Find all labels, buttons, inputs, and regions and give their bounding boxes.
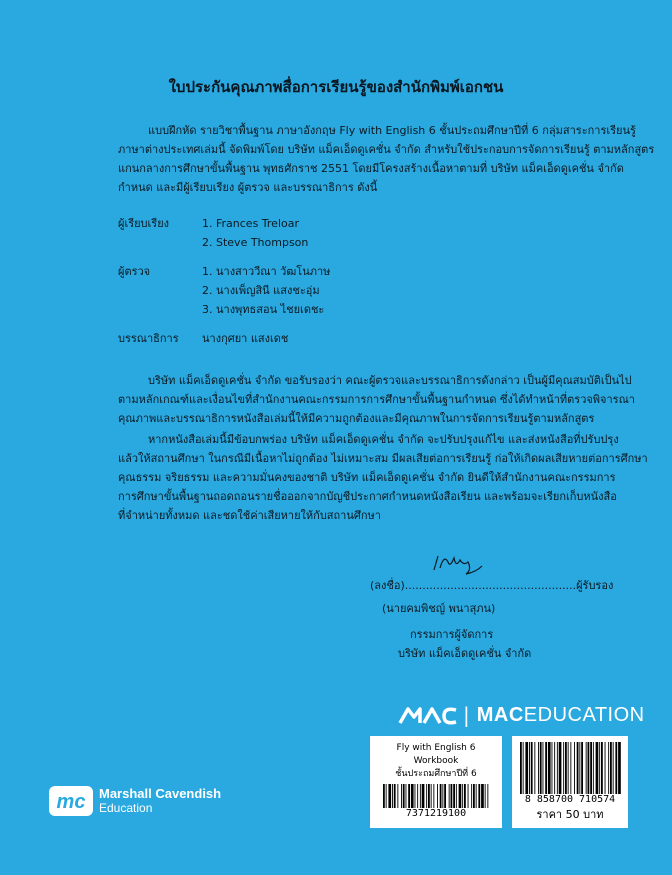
mac-education-logo: | MACEDUCATION — [398, 703, 645, 727]
intro-line: กำหนด และมีผู้เรียบเรียง ผู้ตรวจ และบรรณาธิการ ดังนี้ — [118, 181, 378, 194]
mac-logo-mark-icon — [398, 705, 460, 725]
mc-badge-icon — [49, 786, 93, 816]
editor-row — [118, 329, 330, 348]
signer-company: บริษัท แม็คเอ็ดดูเคชั่น จำกัด — [398, 647, 532, 660]
defect-paragraph — [118, 430, 648, 525]
reviewer-name: 3. นางพุทธสอน ไชยเดชะ — [202, 303, 325, 316]
certification-paragraph — [118, 371, 635, 428]
mc-badge-text: mc — [56, 791, 86, 813]
book-code-barcode — [381, 784, 491, 808]
intro-paragraph — [118, 121, 655, 197]
signature-line: (ลงชื่อ).................................................ผู้รับรอง — [370, 579, 614, 592]
reviewers-row — [118, 262, 330, 319]
book-info-box — [370, 736, 502, 828]
defect-line: แล้วให้สถานศึกษา ในกรณีมีเนื้อหาไม่ถูกต้อง ไม่เหมาะสม มีผลเสียต่อการเรียนรู้ ก่อให้เกิดผลเสียหายต่อการศึกษา — [118, 452, 648, 465]
signer-name: (นายคมพิชญ์ พนาสุภน) — [382, 602, 496, 615]
reviewer-name: 1. นางสาววีณา วัฒโนภาษ — [202, 265, 331, 278]
cert-line: ตามหลักเกณฑ์และเงื่อนไขที่สำนักงานคณะกรรมการการศึกษาขั้นพื้นฐานกำหนด ซึ่งได้ทำหน้าที่ตรวจพิจารณา — [118, 393, 635, 406]
signer-role: กรรมการผู้จัดการ — [410, 628, 494, 641]
authors-row — [118, 214, 330, 252]
defect-line: ที่จำหน่ายทั้งหมด และชดใช้ค่าเสียหายให้กับสถานศึกษา — [118, 509, 381, 522]
authors-label: ผู้เรียบเรียง — [118, 217, 170, 230]
credits-list — [118, 214, 330, 348]
cert-line: บริษัท แม็คเอ็ดดูเคชั่น จำกัด ขอรับรองว่า คณะผู้ตรวจและบรรณาธิการดังกล่าว เป็นผู้มีคุณสมบัติเป็นไป — [148, 374, 632, 387]
intro-line: แกนกลางการศึกษาขั้นพื้นฐาน พุทธศักราช 2551 โดยมีโครงสร้างเนื้อหาตามที่ บริษัท แม็คเอ็ดดูเคชั่น จำกัด — [118, 162, 624, 175]
author-name: 2. Steve Thompson — [202, 236, 309, 249]
book-code: 7371219100 — [405, 808, 467, 819]
book-title: Fly with English 6 — [396, 743, 476, 753]
defect-line: คุณธรรม จริยธรรม และความมั่นคงของชาติ บริษัท แม็คเอ็ดดูเคชั่น จำกัด ยินดีให้สำนักงานคณะกรรมการ — [118, 471, 616, 484]
cert-line: คุณภาพและบรรณาธิการหนังสือเล่มนี้ให้มีความถูกต้องและมีคุณภาพในการจัดการเรียนรู้ตามหลักสูตร — [118, 412, 595, 425]
book-type: Workbook — [413, 756, 459, 766]
editor-name: นางกุศยา แสงเดช — [202, 332, 289, 345]
isbn-barcode — [518, 742, 622, 794]
mc-line2: Education — [99, 801, 153, 815]
mac-brand-rest: EDUCATION — [523, 703, 645, 726]
reviewers-label: ผู้ตรวจ — [118, 265, 151, 278]
author-name: 1. Frances Treloar — [202, 217, 299, 230]
intro-line: ภาษาต่างประเทศเล่มนี้ จัดพิมพ์โดย บริษัท แม็คเอ็ดดูเคชั่น จำกัด สำหรับใช้ประกอบการจัดการเรียนรู้ ตามหลักสูตร — [118, 143, 655, 156]
isbn-number: 8 858700 710574 — [524, 794, 616, 805]
book-grade: ชั้นประถมศึกษาปีที่ 6 — [395, 769, 477, 779]
page-title: ใบประกันคุณภาพสื่อการเรียนรู้ของสำนักพิมพ์เอกชน — [168, 78, 504, 96]
intro-line: แบบฝึกหัด รายวิชาพื้นฐาน ภาษาอังกฤษ Fly with English 6 ชั้นประถมศึกษาปีที่ 6 กลุ่มสาระการเรียนรู้ — [148, 124, 636, 137]
editor-label: บรรณาธิการ — [118, 332, 179, 345]
isbn-box — [512, 736, 628, 828]
mac-brand-bold: MAC — [476, 703, 524, 726]
marshall-cavendish-logo — [49, 786, 221, 816]
defect-line: หากหนังสือเล่มนี้มีข้อบกพร่อง บริษัท แม็คเอ็ดดูเคชั่น จำกัด จะปรับปรุงแก้ไข และส่งหนังสือที่ปรับปรุง — [148, 433, 619, 446]
price-label: ราคา 50 บาท — [536, 808, 604, 821]
defect-line: การศึกษาขั้นพื้นฐานถอดถอนรายชื่อออกจากบัญชีประกาศกำหนดหนังสือเรียน และพร้อมจะเรียกเก็บหนังสือ — [118, 490, 617, 503]
reviewer-name: 2. นางเพ็ญสินี แสงชะอุ่ม — [202, 284, 320, 297]
mc-line1: Marshall Cavendish — [99, 786, 222, 801]
